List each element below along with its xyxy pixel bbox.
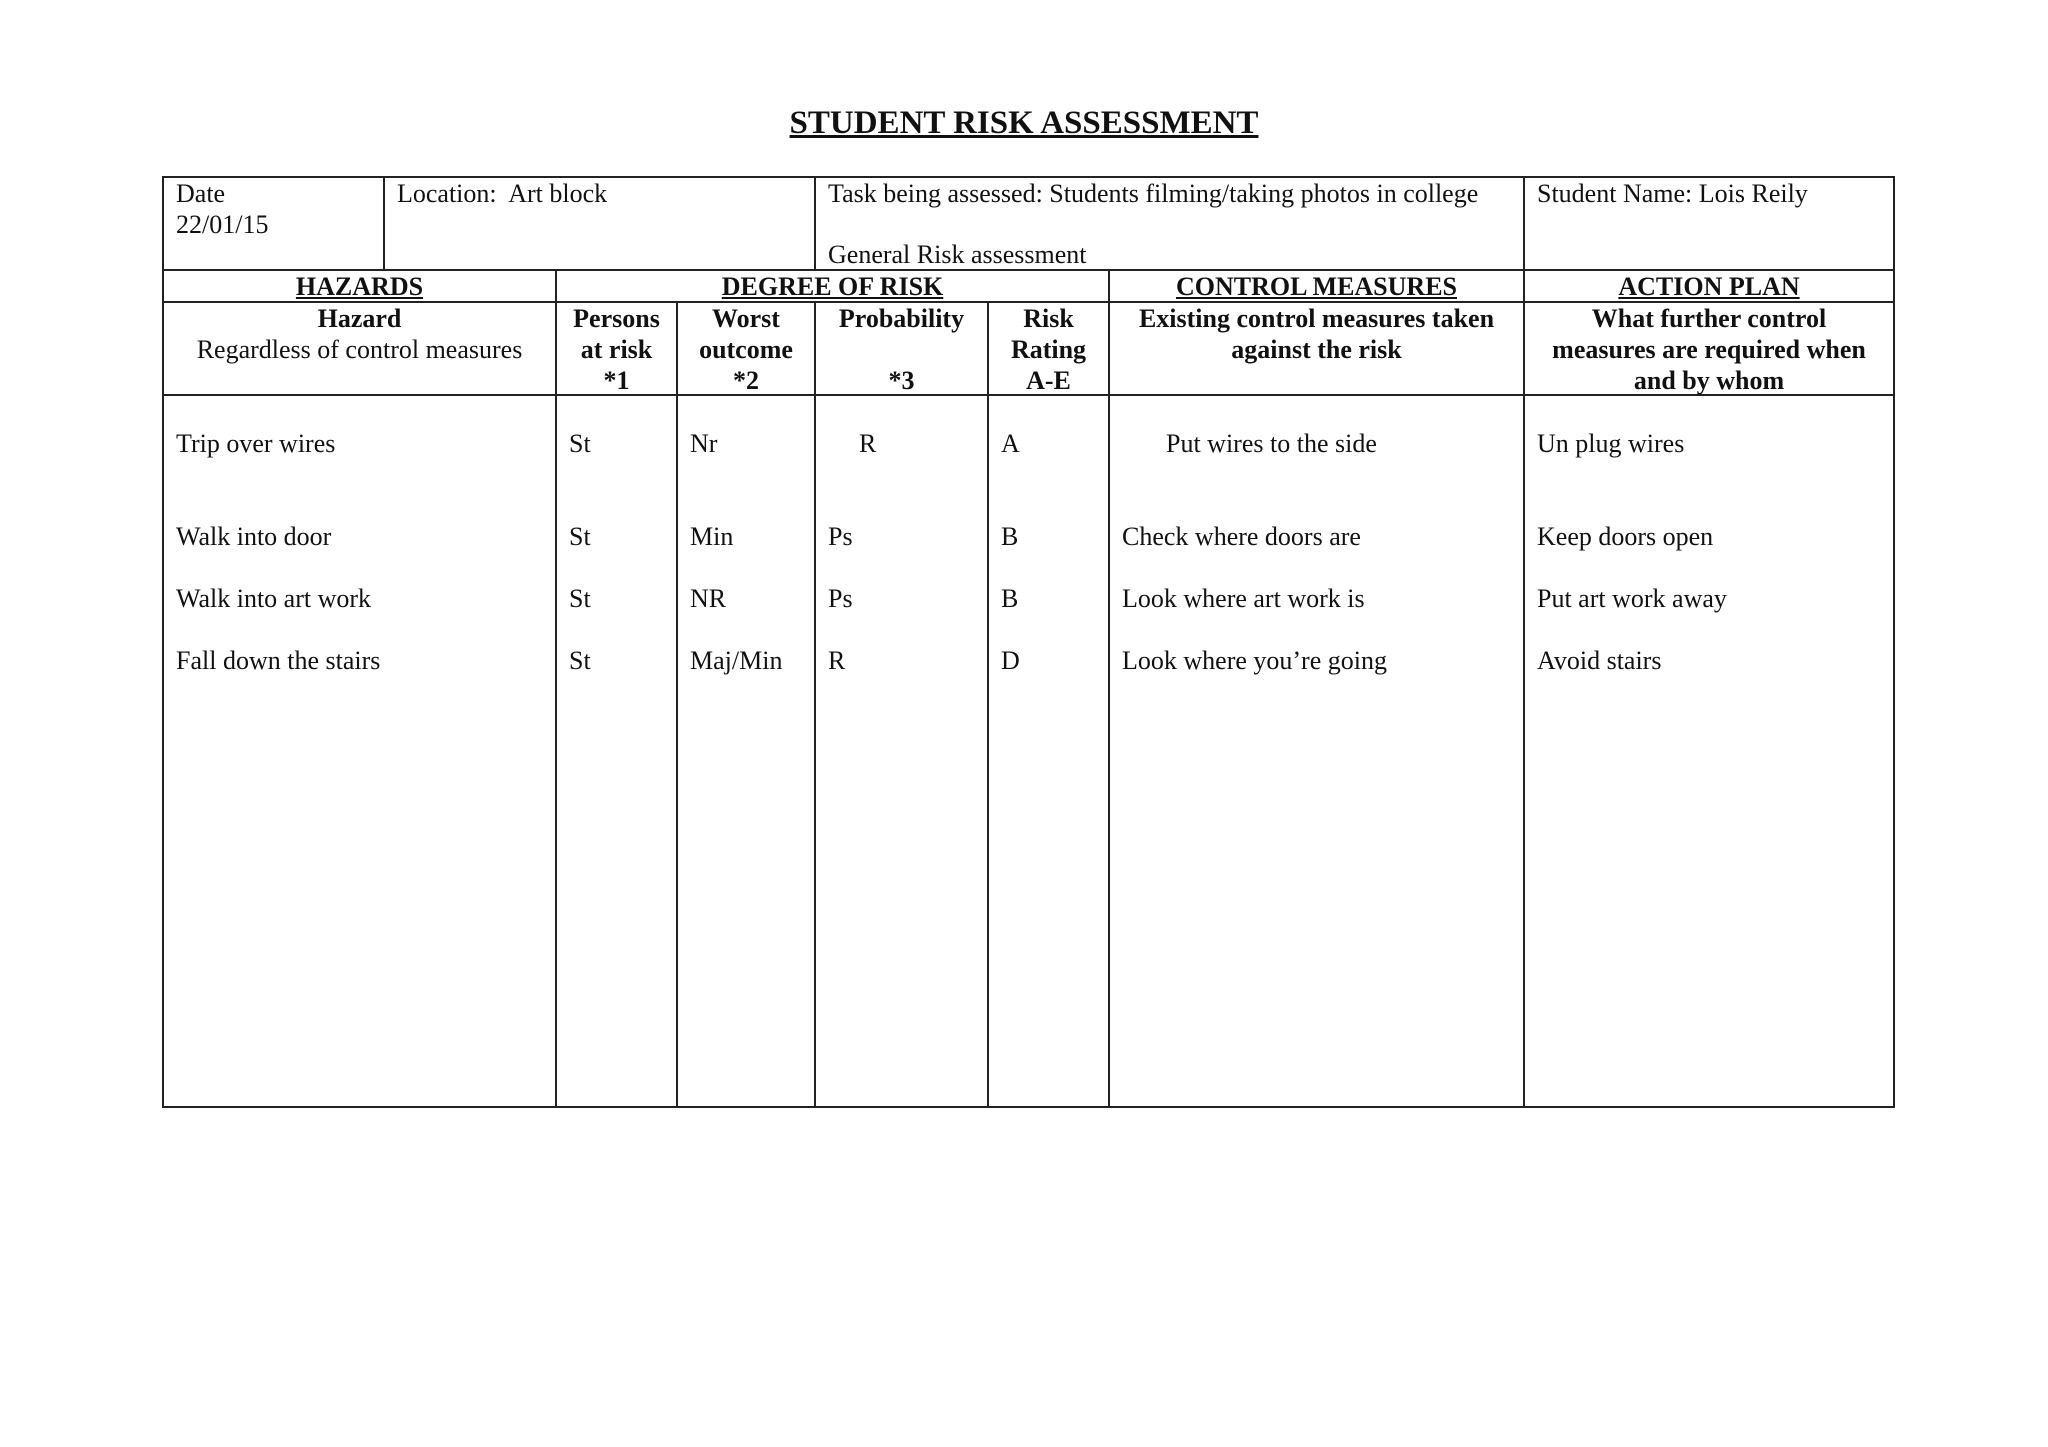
column-header-worst-outcome: [678, 303, 814, 396]
task-general-field: General Risk assessment: [828, 240, 1087, 269]
persons-cell: St: [569, 646, 591, 675]
page-title: STUDENT RISK ASSESSMENT: [789, 105, 1259, 141]
table-border-bottom: [162, 1106, 1895, 1108]
existing-header-line-1: Existing control measures taken: [1138, 304, 1495, 333]
location-field: Location: Art block: [397, 179, 608, 208]
hazard-header-title: Hazard: [317, 304, 402, 333]
probability-header-line-1: Probability: [838, 304, 965, 333]
rating-header-line-3: A-E: [1026, 366, 1071, 395]
hazard-cell: Trip over wires: [176, 429, 336, 458]
divider-probability: [814, 301, 816, 1108]
control-measure-cell: Check where doors are: [1122, 522, 1361, 551]
info-divider-date: [383, 176, 385, 270]
date-label: Date: [176, 179, 226, 208]
probability-cell: R: [859, 429, 877, 458]
persons-cell: St: [569, 429, 591, 458]
action-plan-cell: Un plug wires: [1537, 429, 1685, 458]
column-header-further-controls: [1525, 303, 1893, 396]
probability-cell: R: [828, 646, 846, 675]
column-header-hazard: [164, 303, 555, 365]
control-measure-cell: Look where you’re going: [1122, 646, 1387, 675]
worst-outcome-cell: Nr: [690, 429, 718, 458]
column-header-existing-controls: [1110, 303, 1523, 365]
worst-header-line-1: Worst: [712, 304, 780, 333]
column-header-probability: [816, 303, 987, 396]
section-hazards: HAZARDS: [295, 272, 424, 301]
probability-cell: Ps: [828, 584, 853, 613]
worst-header-line-2: outcome: [699, 335, 793, 364]
column-header-risk-rating: [989, 303, 1108, 396]
action-plan-cell: Put art work away: [1537, 584, 1727, 613]
worst-outcome-cell: NR: [690, 584, 727, 613]
student-name-field: Student Name: Lois Reily: [1537, 179, 1808, 208]
existing-header-line-2: against the risk: [1231, 335, 1402, 364]
control-measure-cell: Put wires to the side: [1166, 429, 1377, 458]
further-header-line-3: and by whom: [1633, 366, 1785, 395]
rating-header-line-2: Rating: [1010, 335, 1087, 364]
persons-cell: St: [569, 584, 591, 613]
action-plan-cell: Avoid stairs: [1537, 646, 1662, 675]
task-field: Task being assessed: Students filming/taking photos in college: [828, 179, 1479, 208]
risk-rating-cell: A: [1001, 429, 1020, 458]
persons-cell: St: [569, 522, 591, 551]
divider-rating: [987, 301, 989, 1108]
further-header-line-1: What further control: [1591, 304, 1827, 333]
risk-rating-cell: B: [1001, 584, 1019, 613]
divider-worst: [676, 301, 678, 1108]
persons-header-line-3: *1: [603, 366, 630, 395]
section-action-plan: ACTION PLAN: [1618, 272, 1800, 301]
probability-header-spacer: [816, 334, 987, 365]
rating-header-line-1: Risk: [1023, 304, 1074, 333]
section-degree-of-risk: DEGREE OF RISK: [721, 272, 944, 301]
column-header-persons-at-risk: [557, 303, 676, 396]
worst-outcome-cell: Maj/Min: [690, 646, 783, 675]
divider-control: [1108, 269, 1110, 1108]
risk-rating-cell: B: [1001, 522, 1019, 551]
probability-header-line-3: *3: [888, 366, 915, 395]
date-value: 22/01/15: [176, 210, 269, 239]
hazard-cell: Fall down the stairs: [176, 646, 381, 675]
further-header-line-2: measures are required when: [1552, 335, 1866, 364]
info-divider-location: [814, 176, 816, 270]
hazard-cell: Walk into art work: [176, 584, 372, 613]
action-plan-cell: Keep doors open: [1537, 522, 1714, 551]
persons-header-line-1: Persons: [573, 304, 660, 333]
worst-outcome-cell: Min: [690, 522, 734, 551]
table-border-right: [1893, 176, 1895, 1108]
control-measure-cell: Look where art work is: [1122, 584, 1365, 613]
section-control-measures: CONTROL MEASURES: [1176, 272, 1457, 301]
worst-header-line-3: *2: [733, 366, 759, 395]
hazard-cell: Walk into door: [176, 522, 332, 551]
probability-cell: Ps: [828, 522, 853, 551]
hazard-header-subtitle: Regardless of control measures: [196, 335, 523, 364]
persons-header-line-2: at risk: [580, 335, 653, 364]
risk-rating-cell: D: [1001, 646, 1020, 675]
